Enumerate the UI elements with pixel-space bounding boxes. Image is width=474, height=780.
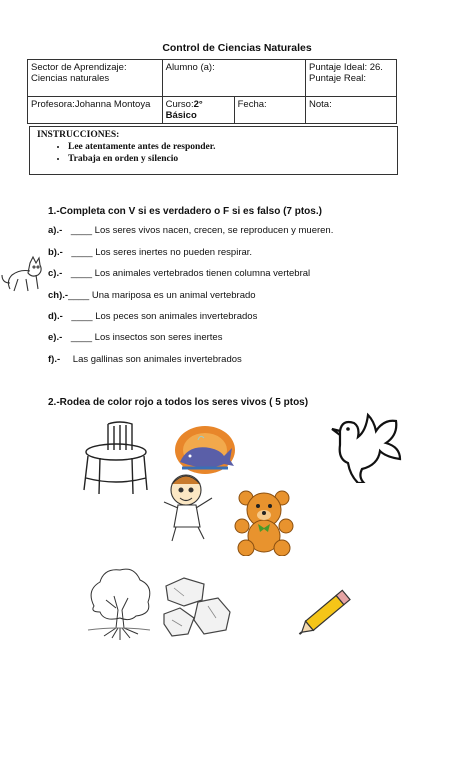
item-text: Los insectos son seres inertes <box>94 332 223 343</box>
sector-cell <box>28 60 163 97</box>
question-item <box>48 354 242 365</box>
alumno-cell <box>162 60 305 97</box>
instructions-heading: INSTRUCCIONES: <box>37 130 120 140</box>
curso-value: 2° Básico <box>165 99 203 121</box>
profesora-cell: Profesora:Johanna Montoya <box>28 97 163 124</box>
sector-label: Sector de Aprendizaje: <box>31 62 127 73</box>
rocks-icon[interactable] <box>160 576 232 642</box>
curso-label: Curso: <box>165 99 194 110</box>
item-label: c).- <box>48 268 63 279</box>
item-label: ch).- <box>48 290 69 301</box>
question-item <box>48 311 257 322</box>
item-text: Los peces son animales invertebrados <box>95 311 258 322</box>
item-text: Una mariposa es un animal vertebrado <box>91 290 256 301</box>
instructions-list <box>30 141 397 165</box>
question-item <box>48 332 222 343</box>
question-2-title: 2.-Rodea de color rojo a todos los seres vivos ( 5 ptos) <box>48 397 309 408</box>
whale-icon[interactable] <box>172 424 238 476</box>
answer-blank[interactable]: ____ <box>68 290 90 301</box>
item-text: Los animales vertebrados tienen columna vertebral <box>94 268 311 279</box>
answer-blank[interactable]: ____ <box>71 311 93 322</box>
header-table <box>27 59 397 124</box>
item-label: b).- <box>48 247 63 258</box>
item-label: a).- <box>48 225 63 236</box>
answer-blank[interactable]: ____ <box>70 332 93 343</box>
item-text: Los seres inertes no pueden respirar. <box>95 247 253 258</box>
question-1-title: 1.-Completa con V si es verdadero o F si es falso (7 ptos.) <box>48 206 322 217</box>
teddy-bear-icon[interactable] <box>232 488 296 556</box>
puntaje-ideal: Puntaje Ideal: 26. <box>309 62 383 73</box>
instructions-box <box>29 126 398 175</box>
question-item <box>48 268 310 279</box>
nota-cell: Nota: <box>306 97 397 124</box>
pencil-icon[interactable] <box>296 585 358 637</box>
curso-cell <box>162 97 234 124</box>
bird-icon[interactable] <box>330 405 410 483</box>
tree-icon[interactable] <box>84 566 154 648</box>
item-label: d).- <box>48 311 63 322</box>
sector-value: Ciencias naturales <box>31 73 110 84</box>
answer-blank[interactable]: ____ <box>70 268 93 279</box>
answer-blank[interactable]: ____ <box>71 247 93 258</box>
fecha-cell: Fecha: <box>234 97 305 124</box>
puntaje-cell <box>306 60 397 97</box>
instruction-item: • Trabaja en orden y silencio <box>68 153 397 165</box>
answer-blank[interactable]: ____ <box>70 225 93 236</box>
alumno-label: Alumno (a): <box>165 62 215 73</box>
page-title: Control de Ciencias Naturales <box>162 42 312 54</box>
question-item <box>48 225 333 236</box>
item-label: f).- <box>48 354 61 365</box>
item-text: Los seres vivos nacen, crecen, se reproducen y mueren. <box>94 225 334 236</box>
chair-icon[interactable] <box>80 420 150 500</box>
question-item <box>48 247 252 258</box>
puntaje-real: Puntaje Real: <box>309 73 367 84</box>
boy-icon[interactable] <box>160 472 222 544</box>
item-text: Las gallinas son animales invertebrados <box>72 354 242 365</box>
cat-drawing-icon <box>0 255 50 295</box>
question-item <box>48 290 256 301</box>
instruction-item: • Lee atentamente antes de responder. <box>68 141 397 153</box>
item-label: e).- <box>48 332 63 343</box>
